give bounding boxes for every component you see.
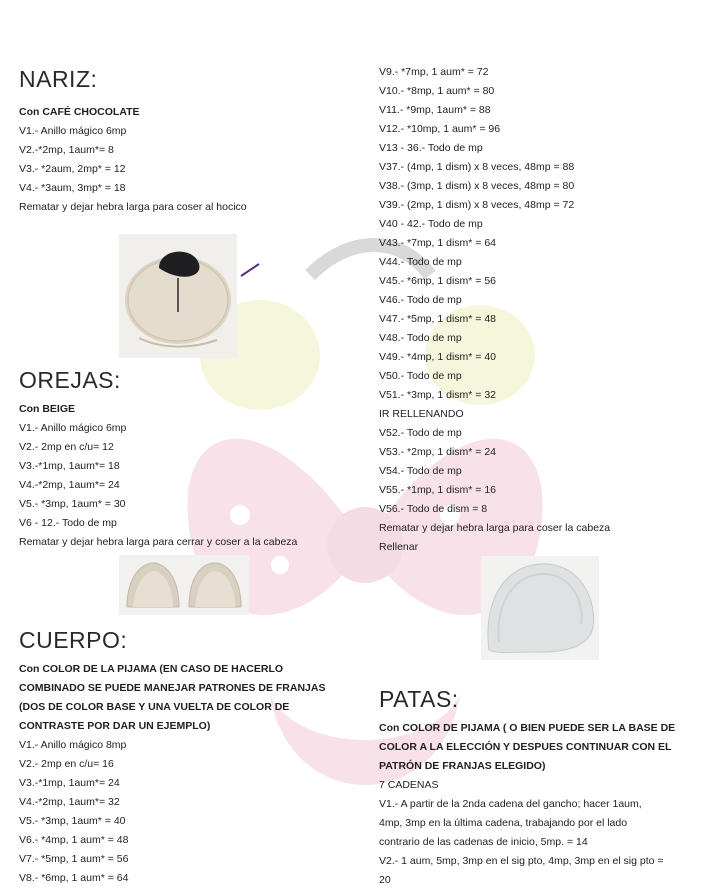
patas-title: PATAS:	[379, 686, 459, 712]
list-item: V39.- (2mp, 1 dism) x 8 veces, 48mp = 72	[379, 199, 575, 211]
list-item: Rematar y dejar hebra larga para cerrar y coser a la cabeza	[19, 536, 298, 548]
list-item: V3.-*1mp, 1aum*= 24	[19, 777, 120, 789]
orejas-steps	[19, 419, 297, 552]
cuerpo-color	[19, 660, 325, 736]
list-item: V11.- *9mp, 1aum* = 88	[379, 104, 491, 116]
list-item: V54.- Todo de mp	[379, 465, 462, 477]
list-item: Con COLOR DE LA PIJAMA (EN CASO DE HACERLO	[19, 663, 284, 675]
pointer-line-icon	[239, 262, 261, 278]
list-item: Rematar y dejar hebra larga para coser al hocico	[19, 201, 247, 213]
list-item: V4.- *3aum, 3mp* = 18	[19, 182, 126, 194]
nose-photo	[119, 234, 237, 358]
list-item: contrario de las cadenas de inicio, 5mp. = 14	[379, 836, 588, 848]
list-item: V1.- Anillo mágico 6mp	[19, 422, 127, 434]
cuerpo-steps	[19, 736, 128, 888]
list-item: Rellenar	[379, 541, 419, 553]
list-item: V37.- (4mp, 1 dism) x 8 veces, 48mp = 88	[379, 161, 575, 173]
list-item: IR RELLENANDO	[379, 408, 464, 420]
list-item: V52.- Todo de mp	[379, 427, 462, 439]
list-item: V53.- *2mp, 1 dism* = 24	[379, 446, 497, 458]
list-item: V6 - 12.- Todo de mp	[19, 517, 117, 529]
list-item: PATRÓN DE FRANJAS ELEGIDO)	[379, 760, 546, 772]
patas-color	[379, 719, 675, 776]
orejas-title: OREJAS:	[19, 367, 121, 393]
list-item: V4.-*2mp, 1aum*= 24	[19, 479, 120, 491]
list-item: 4mp, 3mp en la última cadena, trabajando por el lado	[379, 817, 628, 829]
list-item: V48.- Todo de mp	[379, 332, 462, 344]
list-item: V8.- *6mp, 1 aum* = 64	[19, 872, 129, 884]
list-item: V49.- *4mp, 1 dism* = 40	[379, 351, 497, 363]
list-item: V2.- 2mp en c/u= 16	[19, 758, 114, 770]
list-item: V44.- Todo de mp	[379, 256, 462, 268]
list-item: V1.- Anillo mágico 8mp	[19, 739, 127, 751]
list-item: V3.- *2aum, 2mp* = 12	[19, 163, 126, 175]
nariz-steps	[19, 122, 247, 217]
ears-photo	[119, 555, 249, 615]
list-item: V12.- *10mp, 1 aum* = 96	[379, 123, 501, 135]
list-item: V4.-*2mp, 1aum*= 32	[19, 796, 120, 808]
list-item: COMBINADO SE PUEDE MANEJAR PATRONES DE FRANJAS	[19, 682, 326, 694]
list-item: V7.- *5mp, 1 aum* = 56	[19, 853, 129, 865]
orejas-color: Con BEIGE	[19, 403, 76, 415]
list-item: 20	[379, 874, 391, 886]
list-item: V2.- 2mp en c/u= 12	[19, 441, 114, 453]
cuerpo-title: CUERPO:	[19, 627, 128, 653]
list-item: V5.- *3mp, 1aum* = 40	[19, 815, 126, 827]
nariz-title: NARIZ:	[19, 66, 98, 92]
list-item: V1.- Anillo mágico 6mp	[19, 125, 127, 137]
list-item: CONTRASTE POR DAR UN EJEMPLO)	[19, 720, 211, 732]
list-item: 7 CADENAS	[379, 779, 439, 791]
list-item: V9.- *7mp, 1 aum* = 72	[379, 66, 489, 78]
list-item: V5.- *3mp, 1aum* = 30	[19, 498, 126, 510]
list-item: V50.- Todo de mp	[379, 370, 462, 382]
list-item: V43.- *7mp, 1 dism* = 64	[379, 237, 497, 249]
list-item: V2.- 1 aum, 5mp, 3mp en el sig pto, 4mp, 3mp en el sig pto =	[379, 855, 664, 867]
list-item: V3.-*1mp, 1aum*= 18	[19, 460, 120, 472]
body-photo	[481, 556, 599, 660]
list-item: V6.- *4mp, 1 aum* = 48	[19, 834, 129, 846]
list-item: V1.- A partir de la 2nda cadena del gancho; hacer 1aum,	[379, 798, 642, 810]
list-item: (DOS DE COLOR BASE Y UNA VUELTA DE COLOR DE	[19, 701, 290, 713]
list-item: COLOR A LA ELECCIÓN Y DESPUES CONTINUAR CON EL	[379, 741, 672, 753]
list-item: Rematar y dejar hebra larga para coser la cabeza	[379, 522, 611, 534]
list-item: V56.- Todo de dism = 8	[379, 503, 488, 515]
list-item: Con COLOR DE PIJAMA ( O BIEN PUEDE SER LA BASE DE	[379, 722, 676, 734]
list-item: V47.- *5mp, 1 dism* = 48	[379, 313, 497, 325]
list-item: V46.- Todo de mp	[379, 294, 462, 306]
patas-steps	[379, 776, 664, 890]
list-item: V40 - 42.- Todo de mp	[379, 218, 483, 230]
list-item: V13 - 36.- Todo de mp	[379, 142, 483, 154]
nariz-color: Con CAFÉ CHOCOLATE	[19, 106, 140, 118]
list-item: V55.- *1mp, 1 dism* = 16	[379, 484, 497, 496]
list-item: V38.- (3mp, 1 dism) x 8 veces, 48mp = 80	[379, 180, 575, 192]
list-item: V51.- *3mp, 1 dism* = 32	[379, 389, 497, 401]
list-item: V2.-*2mp, 1aum*= 8	[19, 144, 114, 156]
cuerpo-steps-continued	[379, 63, 610, 557]
list-item: V45.- *6mp, 1 dism* = 56	[379, 275, 497, 287]
list-item: V10.- *8mp, 1 aum* = 80	[379, 85, 495, 97]
